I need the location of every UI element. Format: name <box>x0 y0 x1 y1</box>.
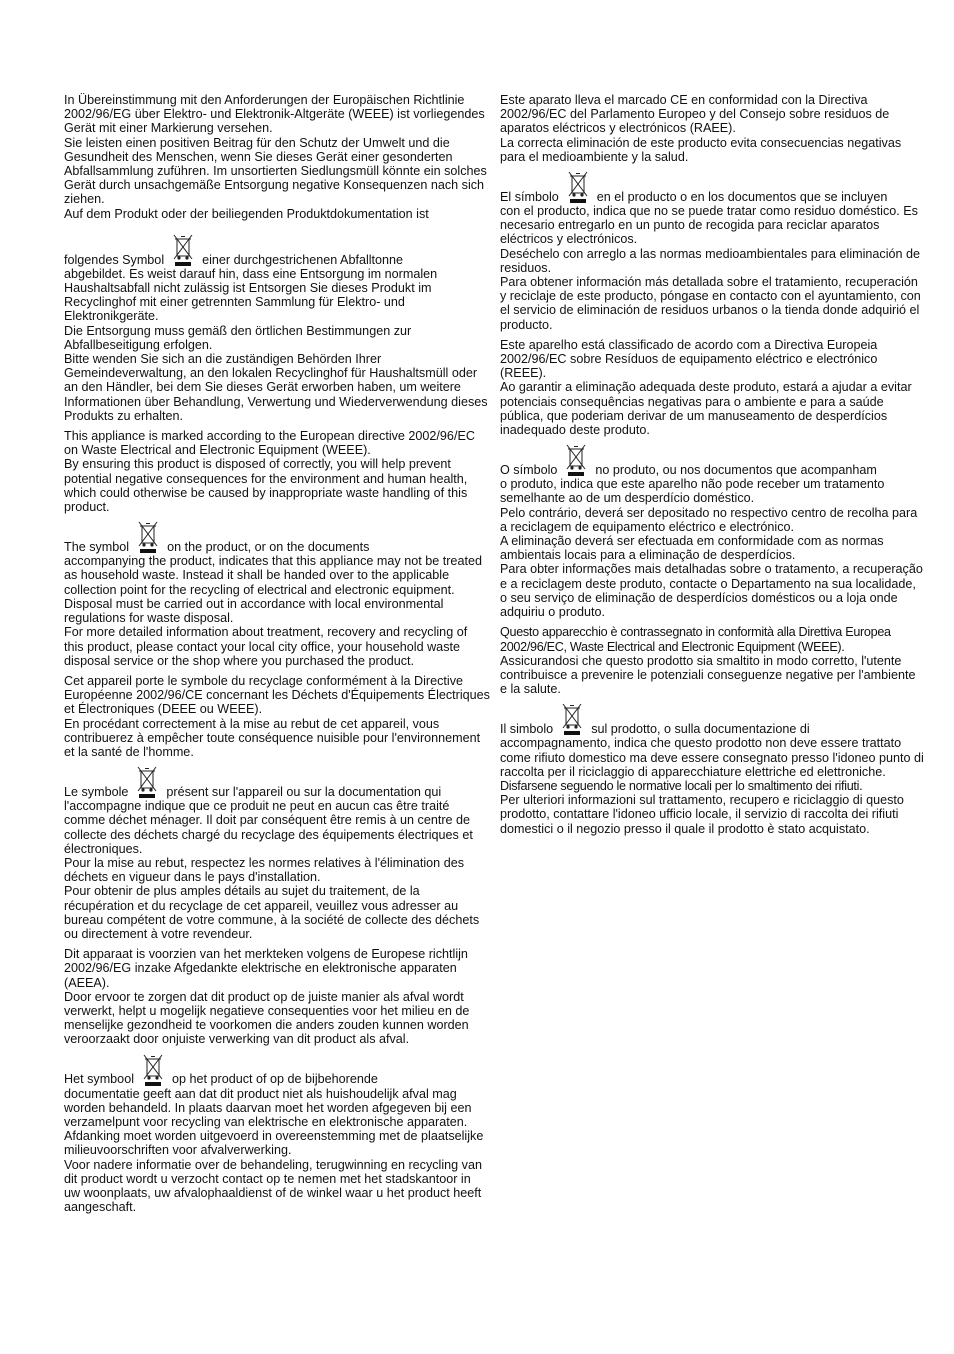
section-portuguese <box>500 338 924 619</box>
es-paragraph-5: Para obtener información más detallada sobre el tratamiento, recuperación y reciclaje de este producto, póngase en contacto con el ayuntamiento, con el servicio de eliminación de residuos urbanos o la tienda donde adquirió el producto. <box>500 275 921 332</box>
section-spanish <box>500 93 924 332</box>
crossed-out-wheeled-bin-icon <box>137 520 159 554</box>
it-paragraph-3: accompagnamento, indica che questo prodotto non deve essere trattato come rifiuto domestico ma deve essere consegnato presso l'idoneo punto di raccolta per il riciclaggio di apparecchiature elettriche ed elettroniche. <box>500 736 924 779</box>
en-symbol-after: on the product, or on the documents <box>167 540 370 555</box>
es-paragraph-1: Este aparato lleva el marcado CE en conformidad con la Directiva 2002/96/EC del Parlamento Europeo y del Consejo sobre residuos de aparatos eléctricos y electrónicos (RAEE). <box>500 93 890 136</box>
right-column <box>500 93 924 836</box>
de-paragraph-2: Sie leisten einen positiven Beitrag für den Schutz der Umwelt und die Gesundheit des Menschen, wenn Sie dieses Gerät einer gesonderten Abfallsammlung zuführen. Im unsortierten Siedlungsmüll könnte ein solches Gerät durch unsachgemäße Entsorgung negative Konsequenzen nach sich ziehen. <box>64 135 487 207</box>
crossed-out-wheeled-bin-icon <box>567 170 589 204</box>
de-paragraph-5: Die Entsorgung muss gemäß den örtlichen Bestimmungen zur Abfallbeseitigung erfolgen. <box>64 323 412 352</box>
de-paragraph-4: abgebildet. Es weist darauf hin, dass eine Entsorgung im normalen Haushaltsabfall nicht zulässig ist Entsorgen Sie dieses Produkt im Recyclinghof mit einer getrennten Sammlung für Elektro- und Elektronikgeräte. <box>64 266 438 324</box>
nl-paragraph-5: Voor nadere informatie over de behandeling, terugwinning en recycling van dit product wordt u verzocht contact op te nemen met het stadskantoor in uw woonplaats, uw afvalophaaldienst of de winkel waar u het product heeft aangeschaft. <box>64 1157 482 1215</box>
fr-paragraph-4: Pour la mise au rebut, respectez les normes relatives à l'élimination des déchets en vigueur dans le pays d'installation. <box>64 855 464 885</box>
en-paragraph-3: accompanying the product, indicates that this appliance may not be treated as household waste. Instead it shall be handed over to the applicable collection point for the recycling of electrical and electronic equipment. <box>64 554 482 597</box>
fr-symbol-line <box>64 765 490 799</box>
crossed-out-wheeled-bin-icon <box>142 1053 164 1087</box>
de-paragraph-1: In Übereinstimmung mit den Anforderungen der Europäischen Richtlinie 2002/96/EG über Elektro- und Elektronik-Altgeräte (WEEE) ist vorliegendes Gerät mit einer Markierung versehen. <box>64 93 485 136</box>
pt-paragraph-4: Pelo contrário, deverá ser depositado no respectivo centro de recolha para a reciclagem de equipamento eléctrico e electrónico. <box>500 505 918 534</box>
en-paragraph-1: This appliance is marked according to the European directive 2002/96/EC on Waste Electrical and Electronic Equipment (WEEE). <box>64 429 475 458</box>
nl-paragraph-4: Afdanking moet worden uitgevoerd in overeenstemming met de plaatselijke milieuvoorschriften voor afvalverwerking. <box>64 1129 484 1158</box>
en-symbol-before: The symbol <box>64 540 130 555</box>
fr-paragraph-1: Cet appareil porte le symbole du recyclage conformément à la Directive Européenne 2002/96/CE concernant les Déchets d'Équipements Électriques et Électroniques (DEEE ou WEEE). <box>64 673 490 717</box>
crossed-out-wheeled-bin-icon <box>565 443 587 477</box>
pt-paragraph-6: Para obter informações mais detalhadas sobre o tratamento, a recuperação e a reciclagem deste produto, contacte o Departamento na sua localidade, o seu serviço de eliminação de desperdícios domésticos ou a loja onde adquiriu o produto. <box>500 562 923 620</box>
it-paragraph-1: Questo apparecchio è contrassegnato in conformità alla Direttiva Europea 2002/96/EC, Waste Electrical and Electronic Equipment (WEEE). <box>500 625 891 654</box>
section-french <box>64 674 490 941</box>
nl-paragraph-1: Dit apparaat is voorzien van het merkteken volgens de Europese richtlijn 2002/96/EG inzake Afgedankte elektrische en elektronische apparaten (AEEA). <box>64 947 468 990</box>
fr-paragraph-2: En procédant correctement à la mise au rebut de cet appareil, vous contribuerez à empêcher toute conséquence nuisible pour l'environnement et la santé de l'homme. <box>64 716 481 759</box>
pt-paragraph-5: A eliminação deverá ser efectuada em conformidade com as normas ambientais locais para a eliminação de desperdícios. <box>500 534 884 563</box>
es-symbol-line <box>500 170 924 204</box>
nl-paragraph-3: documentatie geeft aan dat dit product niet als huishoudelijk afval mag worden behandeld. In plaats daarvan moet het worden afgegeven bij een verzamelpunt voor recycling van elektrische en elektronische apparaten. <box>64 1086 472 1129</box>
crossed-out-wheeled-bin-icon <box>136 765 158 799</box>
section-german <box>64 93 490 423</box>
nl-symbol-line <box>64 1053 490 1087</box>
it-symbol-after: sul prodotto, o sulla documentazione di <box>591 722 810 737</box>
fr-paragraph-5: Pour obtenir de plus amples détails au sujet du traitement, de la récupération et du recyclage de cet appareil, veuillez vous adresser au bureau compétent de votre commune, à la société de collecte des déchets ou directement à votre revendeur. <box>64 884 480 941</box>
en-paragraph-5: For more detailed information about treatment, recovery and recycling of this product, please contact your local city office, your household waste disposal service or the shop where you purchased the product. <box>64 625 468 668</box>
it-paragraph-2: Assicurandosi che questo prodotto sia smaltito in modo corretto, l'utente contribuisce a prevenire le potenziali conseguenze negative per l'ambiente e la salute. <box>500 653 916 697</box>
pt-symbol-before: O símbolo <box>500 463 558 478</box>
en-symbol-line <box>64 520 490 554</box>
es-paragraph-4: Deséchelo con arreglo a las normas medioambientales para eliminación de residuos. <box>500 246 921 275</box>
fr-paragraph-3: l'accompagne indique que ce produit ne peut en aucun cas être traité comme déchet ménager. Il doit par conséquent être remis à un centre de collecte des déchets chargé du recyclage des équipements électriques et électroniques. <box>64 799 473 856</box>
es-paragraph-2: La correcta eliminación de este producto evita consecuencias negativas para el medioambiente y la salud. <box>500 135 902 164</box>
pt-paragraph-3: o produto, indica que este aparelho não pode receber um tratamento semelhante ao de um desperdício doméstico. <box>500 477 885 506</box>
es-symbol-after: en el producto o en los documentos que se incluyen <box>596 189 888 204</box>
en-paragraph-2: By ensuring this product is disposed of correctly, you will help prevent potential negative consequences for the environment and human health, which could otherwise be caused by inappropriate waste handling of this product. <box>64 457 468 515</box>
nl-paragraph-2: Door ervoor te zorgen dat dit product op de juiste manier als afval wordt verwerkt, helpt u mogelijk negatieve consequenties voor het milieu en de menselijke gezondheid te voorkomen die anders zouden kunnen worden veroorzaakt door onjuiste verwerking van dit product als afval. <box>64 989 470 1047</box>
de-symbol-after: einer durchgestrichenen Abfalltonne <box>202 252 404 267</box>
pt-paragraph-2: Ao garantir a eliminação adequada deste produto, estará a ajudar a evitar potenciais consequências negativas para o ambiente e para a saúde pública, que poderiam derivar de um manuseamento de desperdícios inadequado deste produto. <box>500 380 912 438</box>
crossed-out-wheeled-bin-icon <box>561 702 583 736</box>
it-symbol-line <box>500 702 924 736</box>
fr-symbol-before: Le symbole <box>64 784 129 799</box>
it-paragraph-4: Disfarsene seguendo le normative locali per lo smaltimento dei rifiuti. <box>500 778 863 793</box>
section-dutch <box>64 947 490 1214</box>
es-symbol-before: El símbolo <box>500 189 559 204</box>
de-symbol-before: folgendes Symbol <box>64 252 165 267</box>
en-paragraph-4: Disposal must be carried out in accordance with local environmental regulations for waste disposal. <box>64 596 444 626</box>
pt-paragraph-1: Este aparelho está classificado de acordo com a Directiva Europeia 2002/96/EC sobre Resíduos de equipamento eléctrico e electrónico (REEE). <box>500 337 878 381</box>
es-paragraph-3: con el producto, indica que no se puede tratar como residuo doméstico. Es necesario entregarlo en un punto de recogida para reciclar aparatos eléctricos y electrónicos. <box>500 204 918 247</box>
de-symbol-line <box>64 233 490 267</box>
left-column <box>64 93 490 1214</box>
crossed-out-wheeled-bin-icon <box>172 233 194 267</box>
pt-symbol-line <box>500 443 924 477</box>
section-italian <box>500 625 924 835</box>
pt-symbol-after: no produto, ou nos documentos que acompanham <box>595 463 877 478</box>
de-paragraph-3: Auf dem Produkt oder der beiliegenden Produktdokumentation ist <box>64 206 429 221</box>
nl-symbol-before: Het symbool <box>64 1072 134 1087</box>
section-english <box>64 429 490 668</box>
de-paragraph-6: Bitte wenden Sie sich an die zuständigen Behörden Ihrer Gemeindeverwaltung, an den lokalen Recyclinghof für Haushaltsmüll oder an den Händler, bei dem Sie dieses Gerät erworben haben, um weitere Informationen über Behandlung, Verwertung und Wiederverwendung dieses Produkts zu erhalten. <box>64 352 488 423</box>
it-paragraph-5: Per ulteriori informazioni sul trattamento, recupero e riciclaggio di questo prodotto, contattare l'idoneo ufficio locale, il servizio di raccolta dei rifiuti domestici o il negozio presso il quale il prodotto è stato acquistato. <box>500 793 904 836</box>
nl-symbol-after: op het product of op de bijbehorende <box>172 1072 378 1087</box>
it-symbol-before: Il simbolo <box>500 722 554 737</box>
fr-symbol-after: présent sur l'appareil ou sur la documentation qui <box>166 784 442 799</box>
